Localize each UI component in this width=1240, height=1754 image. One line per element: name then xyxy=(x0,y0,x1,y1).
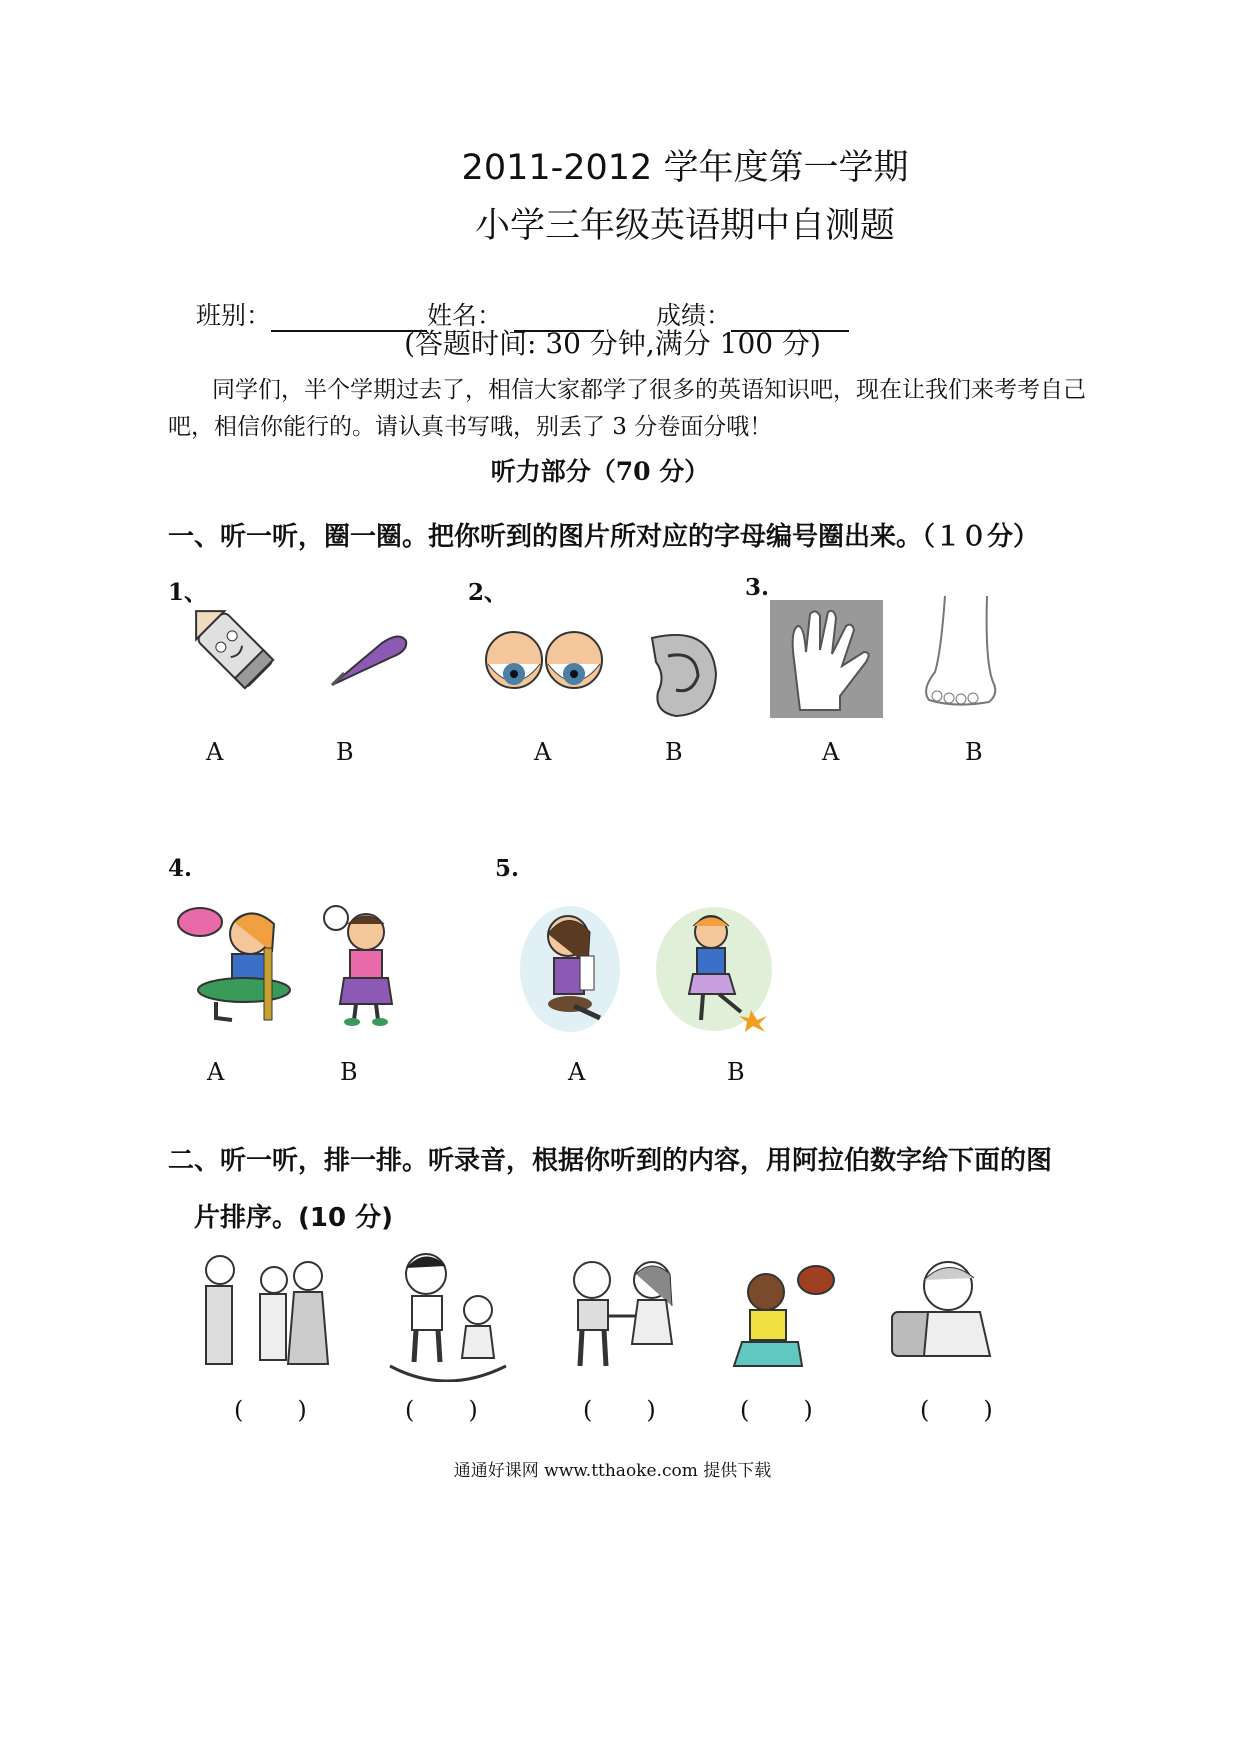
item-number: 2、 xyxy=(468,579,508,606)
answer-blank[interactable]: ( ) xyxy=(920,1396,995,1424)
item-number: 4. xyxy=(168,855,193,882)
girl-kicking-picture[interactable] xyxy=(655,906,773,1032)
intro-line-2: 吧，相信你能行的。请认真书写哦，别丢了 3 分卷面分哦！ xyxy=(168,414,773,440)
girl-reading-picture[interactable] xyxy=(520,906,620,1032)
item-number: 1、 xyxy=(168,579,208,606)
option-a[interactable]: A xyxy=(207,1058,225,1086)
hand-picture[interactable] xyxy=(770,600,883,718)
answer-blank[interactable]: ( ) xyxy=(583,1396,658,1424)
item-number: 5. xyxy=(495,855,520,882)
item-number: 3. xyxy=(745,574,770,601)
option-a[interactable]: A xyxy=(568,1058,586,1086)
answer-blank[interactable]: ( ) xyxy=(405,1396,480,1424)
family-greeting-picture[interactable] xyxy=(196,1250,336,1370)
boy-with-bag-picture[interactable] xyxy=(884,1256,1000,1368)
option-b[interactable]: B xyxy=(665,738,683,766)
option-a[interactable]: A xyxy=(206,738,224,766)
option-b[interactable]: B xyxy=(336,738,354,766)
answer-blank[interactable]: ( ) xyxy=(234,1396,309,1424)
girl-standing-picture[interactable] xyxy=(312,904,402,1026)
footer-source: 通通好课网 www.tthaoke.com 提供下载 xyxy=(453,1461,772,1481)
pencil-picture[interactable] xyxy=(185,600,285,700)
exam-year-title: 2011-2012 学年度第一学期 xyxy=(461,148,909,188)
boy-with-ball-picture[interactable] xyxy=(722,1262,838,1374)
time-note: (答题时间: 30 分钟,满分 100 分) xyxy=(404,327,821,360)
children-holding-hands-picture[interactable] xyxy=(552,1256,692,1374)
name-label: 姓名： xyxy=(427,301,503,330)
eyes-picture[interactable] xyxy=(484,628,606,692)
option-a[interactable]: A xyxy=(822,738,840,766)
boy-girl-picture[interactable] xyxy=(386,1246,512,1382)
option-b[interactable]: B xyxy=(340,1058,358,1086)
girl-sitting-picture[interactable] xyxy=(176,904,296,1026)
score-label: 成绩： xyxy=(656,301,732,330)
option-b[interactable]: B xyxy=(727,1058,745,1086)
pen-picture[interactable] xyxy=(322,625,412,695)
section-2-heading-line-2: 片排序。(10 分) xyxy=(194,1203,393,1233)
ear-picture[interactable] xyxy=(632,628,720,720)
listening-part-title: 听力部分（70 分） xyxy=(490,457,710,486)
option-a[interactable]: A xyxy=(534,738,552,766)
section-2-heading-line-1: 二、听一听，排一排。听录音，根据你听到的内容，用阿拉伯数字给下面的图 xyxy=(168,1146,1053,1176)
intro-line-1: 同学们，半个学期过去了，相信大家都学了很多的英语知识吧，现在让我们来考考自己 xyxy=(212,377,1086,403)
class-label: 班别： xyxy=(196,301,272,330)
section-1-heading: 一、听一听，圈一圈。把你听到的图片所对应的字母编号圈出来。（１０分） xyxy=(168,522,1040,552)
answer-blank[interactable]: ( ) xyxy=(740,1396,815,1424)
foot-picture[interactable] xyxy=(915,592,1005,712)
exam-title: 小学三年级英语期中自测题 xyxy=(474,206,895,246)
option-b[interactable]: B xyxy=(965,738,983,766)
